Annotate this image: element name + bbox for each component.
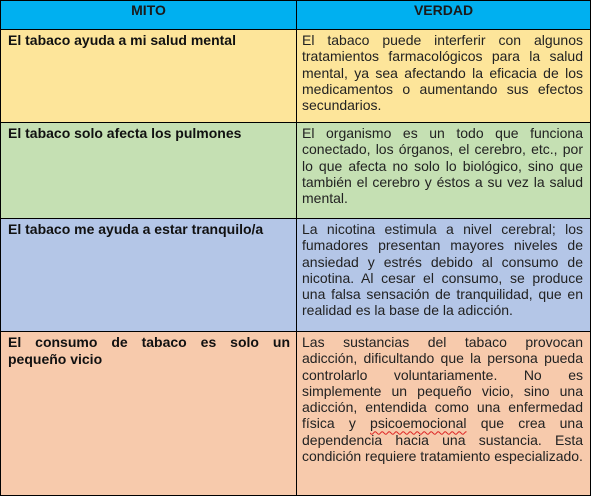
table-row (1, 332, 591, 496)
truth-text-part: que crea una dependencia hacia una sustancia. Esta condición requiere tratamiento especializado. (302, 415, 583, 465)
truth-text-part: Las sustancias del tabaco provocan adicción, dificultando que la persona pueda controlarlo voluntariamente. No es simplemente un pequeño vicio, sino una adicción, entendida como una enfermedad física y (302, 334, 583, 432)
myth-cell: El tabaco solo afecta los pulmones (1, 123, 297, 219)
spellcheck-flagged-word: psicoemocional (370, 415, 467, 432)
table-row (1, 123, 591, 219)
myth-cell: El tabaco me ayuda a estar tranquilo/a (1, 219, 297, 332)
table-row (1, 30, 591, 123)
truth-cell (297, 332, 591, 496)
header-mito: MITO (1, 1, 297, 30)
truth-cell: El organismo es un todo que funciona conectado, los órganos, el cerebro, etc., por lo que afecta no solo lo biológico, sino que también el cerebro y éstos a su vez la salud mental. (297, 123, 591, 219)
table-header-row (1, 1, 591, 30)
myth-cell: El tabaco ayuda a mi salud mental (1, 30, 297, 123)
header-verdad: VERDAD (297, 1, 591, 30)
myth-cell: El consumo de tabaco es solo un pequeño vicio (1, 332, 297, 496)
table-row (1, 219, 591, 332)
truth-cell: La nicotina estimula a nivel cerebral; los fumadores presentan mayores niveles de ansiedad y estrés debido al consumo de nicotina. Al cesar el consumo, se produce una falsa sensación de tranquilidad, que en realidad es la base de la adicción. (297, 219, 591, 332)
truth-cell: El tabaco puede interferir con algunos tratamientos farmacológicos para la salud mental, ya sea afectando la eficacia de los medicamentos o aumentando sus efectos secundarios. (297, 30, 591, 123)
